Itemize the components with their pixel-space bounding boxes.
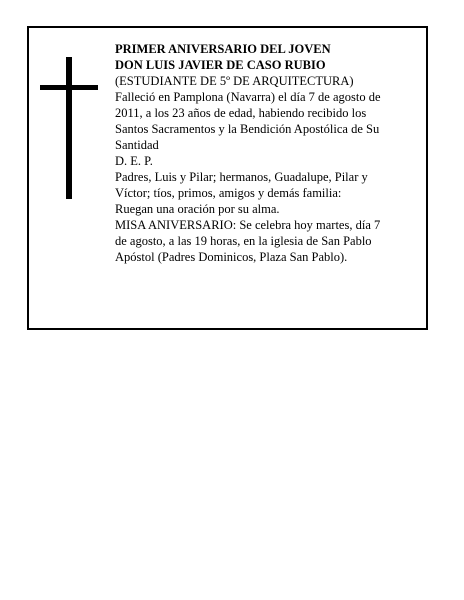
cross-horizontal-bar [40,85,98,90]
notice-mass-line: MISA ANIVERSARIO: Se celebra hoy martes, día 7 [115,218,381,232]
notice-body-line: Ruegan una oración por su alma. [115,202,280,216]
notice-heading-line-2: DON LUIS JAVIER DE CASO RUBIO [115,58,326,72]
notice-body-line: 2011, a los 23 años de edad, habiendo recibido los [115,106,367,120]
notice-body-line: Santidad [115,138,159,152]
notice-mass-line: de agosto, a las 19 horas, en la iglesia de San Pablo [115,234,372,248]
notice-subtitle: (ESTUDIANTE DE 5º DE ARQUITECTURA) [115,74,354,88]
notice-mass-line: Apóstol (Padres Dominicos, Plaza San Pablo). [115,250,348,264]
notice-body-line: Santos Sacramentos y la Bendición Apostólica de Su [115,122,380,136]
notice-text [115,41,415,265]
notice-body-line: Víctor; tíos, primos, amigos y demás familia: [115,186,342,200]
notice-rip-line: D. E. P. [115,154,153,168]
obituary-notice [27,26,428,330]
notice-body-line: Falleció en Pamplona (Navarra) el día 7 de agosto de [115,90,381,104]
notice-body-line: Padres, Luis y Pilar; hermanos, Guadalupe, Pilar y [115,170,368,184]
notice-heading-line-1: PRIMER ANIVERSARIO DEL JOVEN [115,42,331,56]
cross-vertical-bar [66,57,72,199]
